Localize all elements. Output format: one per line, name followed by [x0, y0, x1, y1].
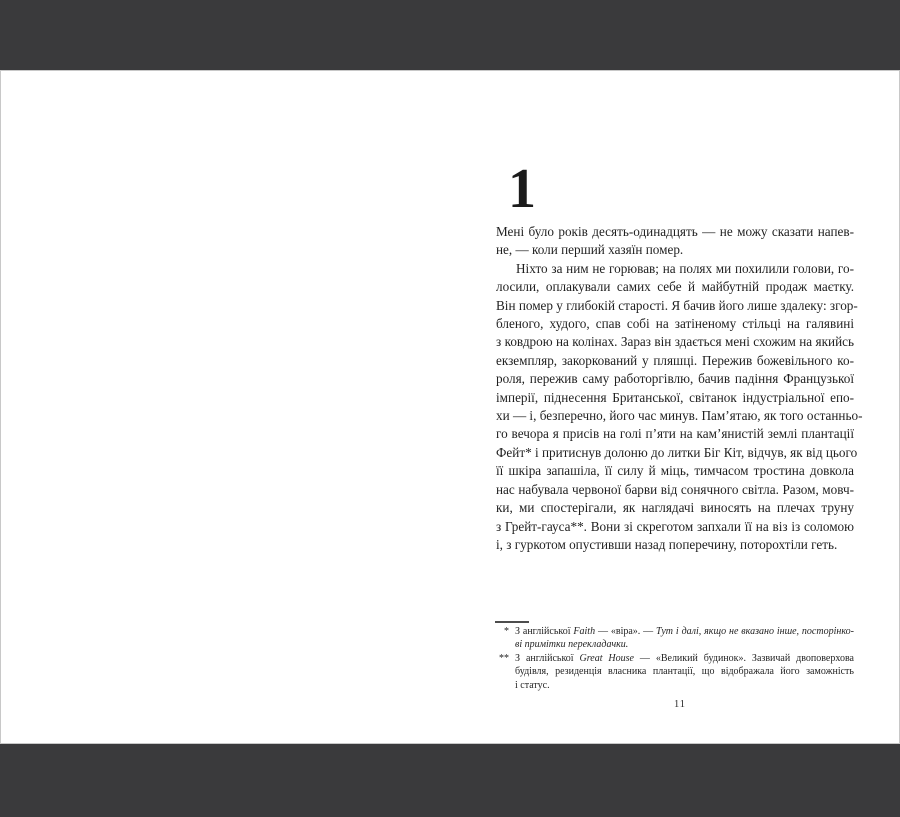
body-text-line: Ніхто за ним не горював; на полях ми похилили голови, го-	[516, 260, 854, 276]
body-text-line: не, — коли перший хазяїн помер.	[496, 242, 684, 258]
footnote-text-line: З англійської Faith — «віра». — Тут і далі, якщо не вказано інше, посторінко-	[515, 626, 854, 637]
body-text-line: хи — і, безперечно, його час минув. Пам’ятаю, як того останньо-	[496, 408, 863, 424]
body-text-line: Мені було років десять-одинадцять — не можу сказати напев-	[496, 224, 854, 239]
body-text-line: імперії, піднесення Британської, світанок індустріальної епо-	[496, 389, 854, 405]
body-text-line: нас набувала червоної барви від сонячного світла. Разом, мовч-	[496, 481, 854, 497]
body-text-line: лосили, оплакували самих себе й майбутній продаж маєтку.	[496, 279, 854, 295]
body-text-line: екземпляр, закоркований у пляшці. Пережив божевільного ко-	[496, 352, 854, 368]
body-text-line: Фейт* і притиснув долоню до литки Біг Кіт, відчув, як від цього	[496, 444, 858, 460]
body-text-line: і, з гуркотом опустивши назад поперечину, поторохтіли геть.	[496, 536, 838, 552]
body-text-line: ки, ми спостерігали, як наглядачі виносять на плечах труну	[496, 500, 854, 516]
body-text-line: з ковдрою на колінах. Зараз він здається мені схожим на якийсь	[496, 334, 854, 350]
body-text-line: Він помер у глибокій старості. Я бачив його лише здалеку: згор-	[496, 297, 858, 313]
body-text-line: го вечора я присів на голі п’яти на кам’янистій землі плантації	[496, 426, 854, 442]
footnote-text-line: і статус.	[515, 679, 550, 691]
page-number: 11	[673, 699, 687, 710]
footnote-marker: **	[499, 652, 509, 664]
footnote-text-line: ві примітки перекладачки.	[515, 639, 629, 651]
footnote-text-line: будівля, резиденція власника плантації, що відображала його заможність	[515, 666, 854, 678]
body-text-line: бленого, худого, спав собі на затіненому стільці на галявині	[496, 316, 854, 332]
footnote-item	[496, 652, 854, 692]
footnote-marker: *	[504, 626, 509, 637]
body-text-column	[496, 223, 863, 554]
body-text-line: з Грейт-гауса**. Вони зі скреготом запхали її на віз із соломою	[496, 518, 854, 534]
book-page[interactable]	[0, 70, 900, 744]
footnotes-block	[496, 625, 854, 692]
body-text-line: її шкіра запашіла, її силу й міць, тимчасом тростина довкола	[496, 463, 854, 479]
footnote-text-line: З англійської Great House — «Великий будинок». Зазвичай двоповерхова	[515, 652, 854, 664]
footnote-item	[496, 625, 854, 652]
body-text-line: роля, пережив саму работоргівлю, бачив падіння Французької	[496, 371, 854, 387]
chapter-number: 1	[508, 158, 536, 220]
footnote-separator-rule	[495, 621, 529, 623]
